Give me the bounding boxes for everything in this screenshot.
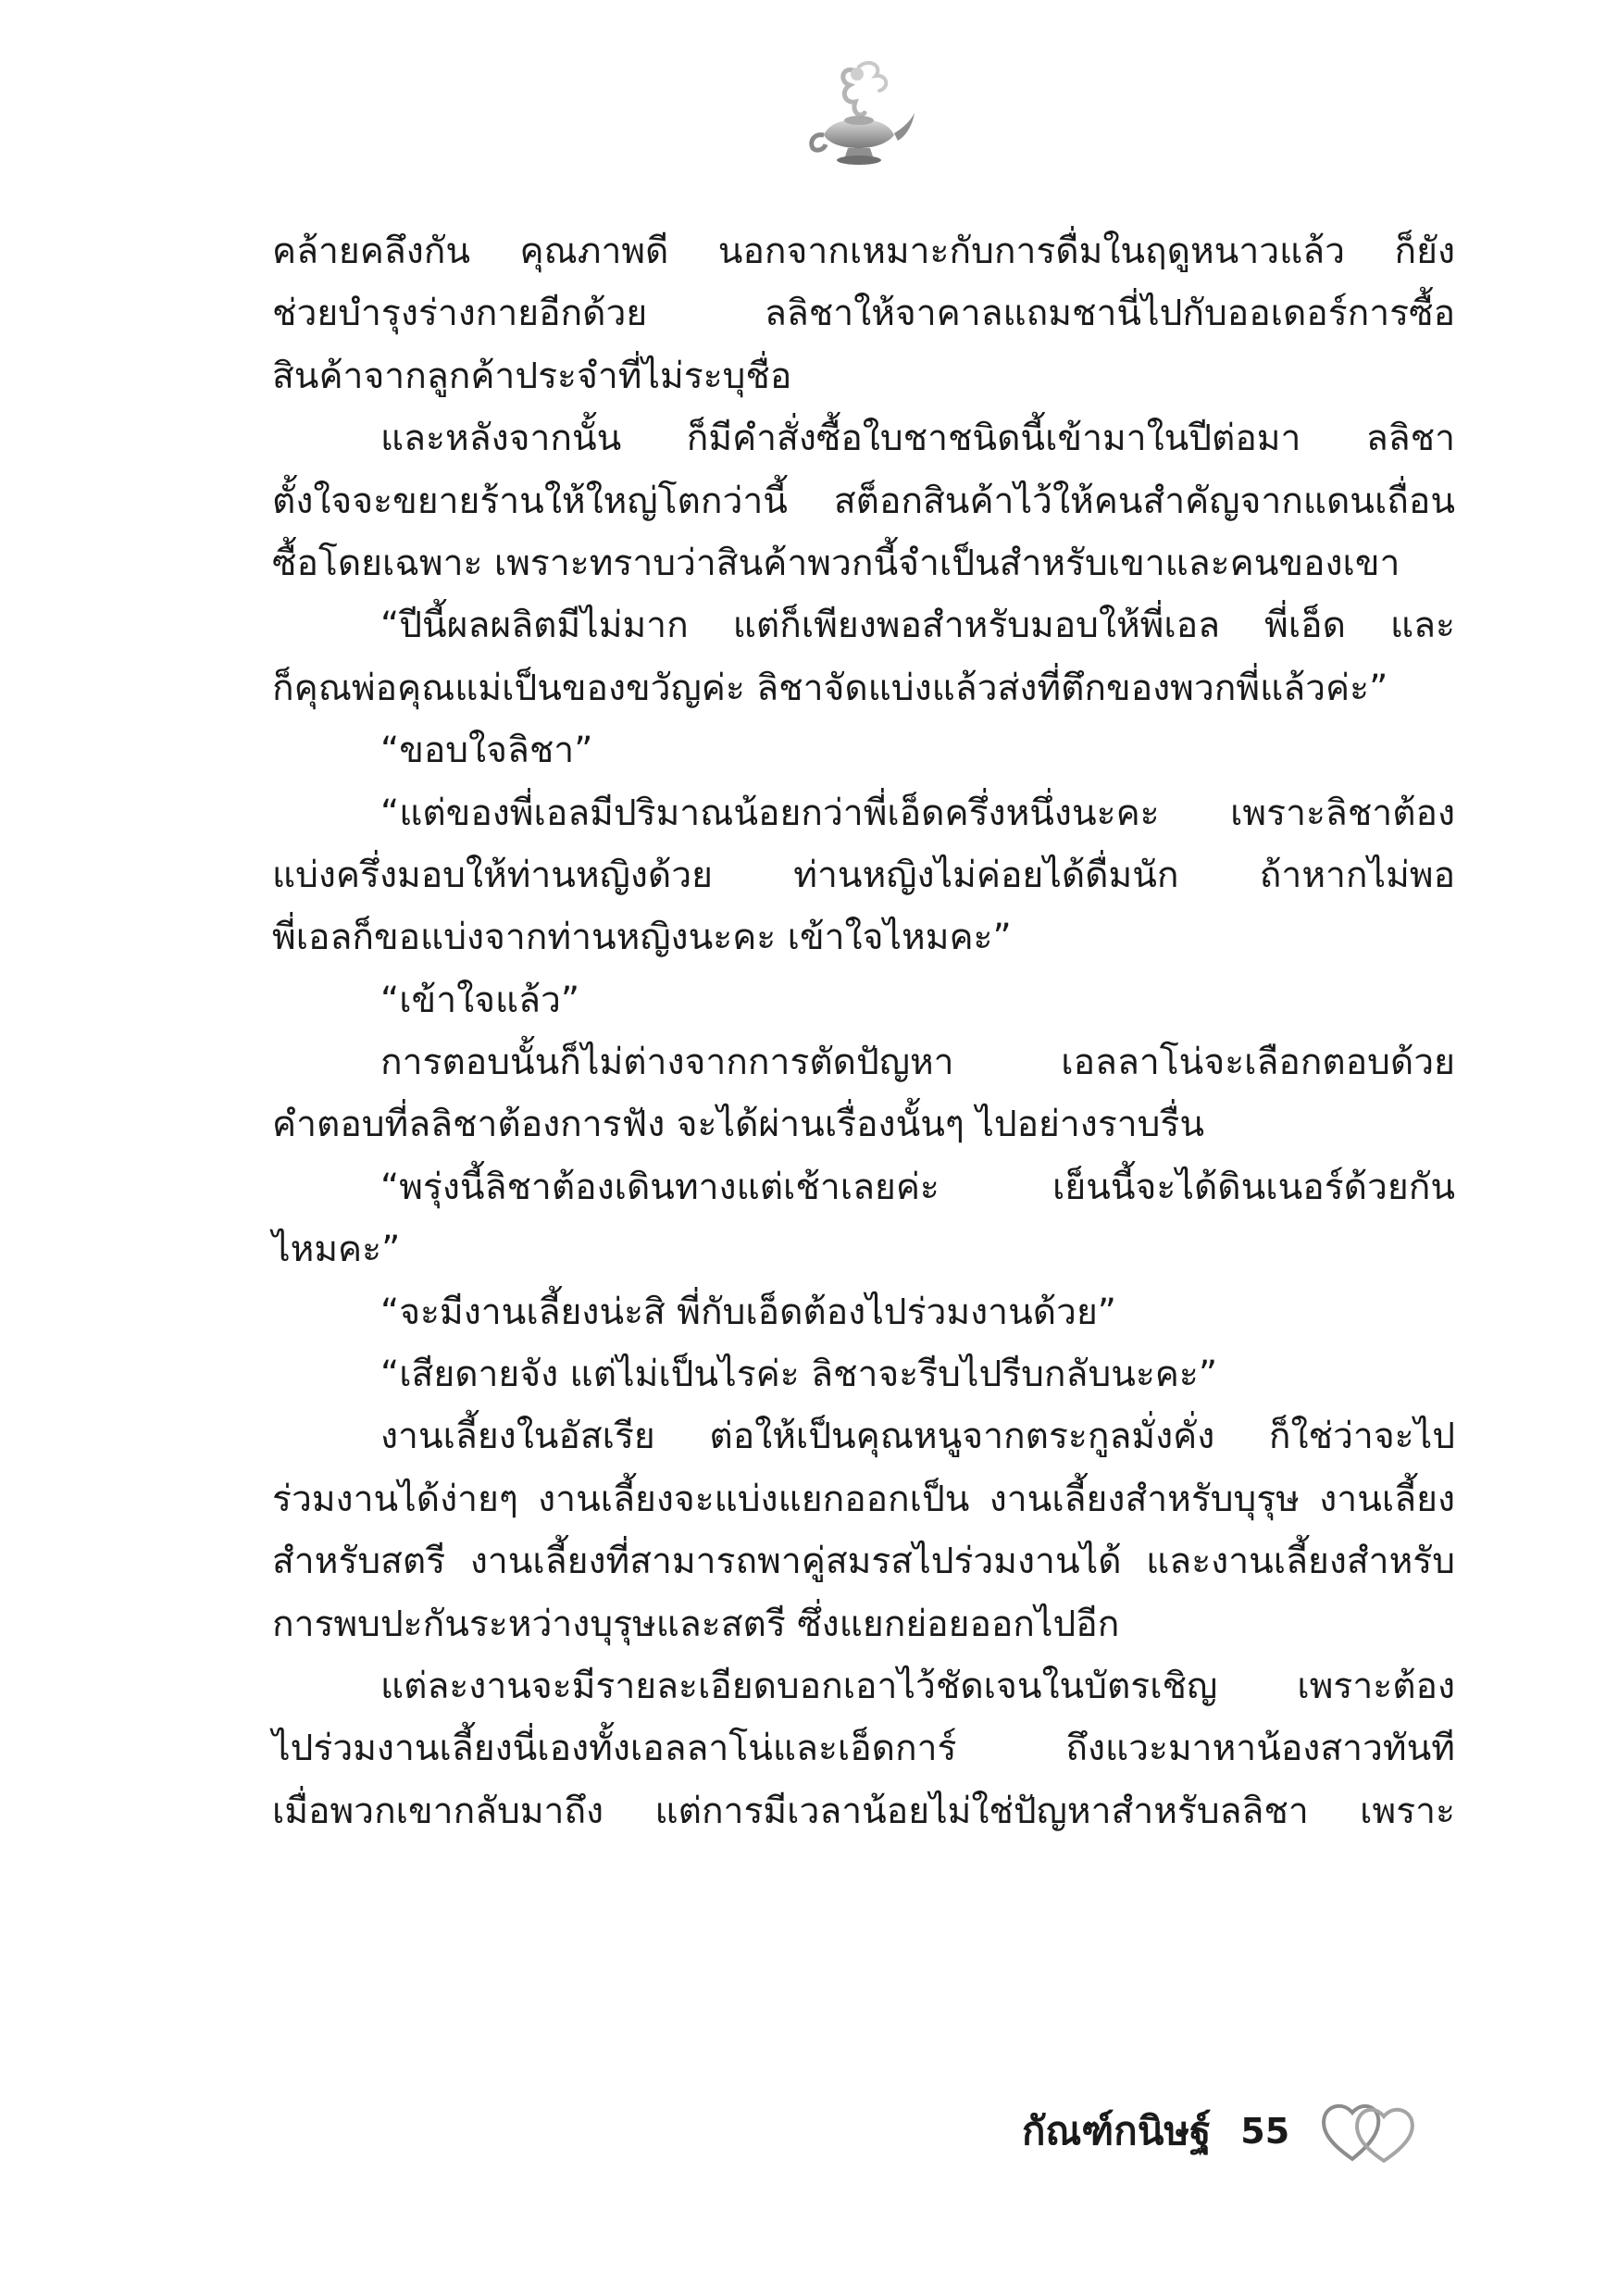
text-line: และหลังจากนั้น ก็มีคำสั่งซื้อใบชาชนิดนี้เข้ามาในปีต่อมา ลลิชา	[380, 418, 1455, 460]
text-line: การพบปะกันระหว่างบุรุษและสตรี ซึ่งแยกย่อยออกไปอีก	[272, 1603, 1120, 1645]
text-line: คำตอบที่ลลิชาต้องการฟัง จะได้ผ่านเรื่องนั้นๆ ไปอย่างราบรื่น	[272, 1104, 1205, 1146]
double-heart-icon	[1317, 2094, 1419, 2168]
text-line: การตอบนั้นก็ไม่ต่างจากการตัดปัญหา เอลลาโน่จะเลือกตอบด้วย	[380, 1042, 1455, 1084]
text-line: “เสียดายจัง แต่ไม่เป็นไรค่ะ ลิชาจะรีบไปรีบกลับนะคะ”	[380, 1354, 1218, 1396]
text-line: ช่วยบำรุงร่างกายอีกด้วย ลลิชาให้จาคาลแถมชานี่ไปกับออเดอร์การซื้อ	[272, 293, 1455, 335]
page-number: 55	[1240, 2111, 1290, 2152]
genie-lamp-icon	[798, 54, 918, 174]
text-line: แต่ละงานจะมีรายละเอียดบอกเอาไว้ชัดเจนในบัตรเชิญ เพราะต้อง	[380, 1665, 1455, 1707]
text-line: สำหรับสตรี งานเลี้ยงที่สามารถพาคู่สมรสไปร่วมงานได้ และงานเลี้ยงสำหรับ	[272, 1541, 1455, 1583]
text-line: คล้ายคลึงกัน คุณภาพดี นอกจากเหมาะกับการดื่มในฤดูหนาวแล้ว ก็ยัง	[272, 231, 1455, 272]
text-line: ไปร่วมงานเลี้ยงนี่เองทั้งเอลลาโน่และเอ็ดการ์ ถึงแวะมาหาน้องสาวทันที	[272, 1728, 1455, 1770]
text-line: “เข้าใจแล้ว”	[380, 979, 580, 1021]
text-line: “ขอบใจลิชา”	[380, 730, 593, 772]
text-line: ซื้อโดยเฉพาะ เพราะทราบว่าสินค้าพวกนี้จำเป็นสำหรับเขาและคนของเขา	[272, 542, 1400, 584]
book-title: กัณฑ์กนิษฐ์	[1022, 2108, 1212, 2153]
page-footer	[1022, 2094, 1419, 2168]
text-line: งานเลี้ยงในอัสเรีย ต่อให้เป็นคุณหนูจากตระกูลมั่งคั่ง ก็ใช่ว่าจะไป	[380, 1416, 1455, 1458]
text-line: ก็คุณพ่อคุณแม่เป็นของขวัญค่ะ ลิชาจัดแบ่งแล้วส่งที่ตึกของพวกพี่แล้วค่ะ”	[272, 667, 1388, 709]
text-line: แบ่งครึ่งมอบให้ท่านหญิงด้วย ท่านหญิงไม่ค่อยได้ดื่มนัก ถ้าหากไม่พอ	[272, 854, 1455, 896]
text-line: “จะมีงานเลี้ยงน่ะสิ พี่กับเอ็ดต้องไปร่วมงานด้วย”	[380, 1291, 1117, 1333]
text-line: “แต่ของพี่เอลมีปริมาณน้อยกว่าพี่เอ็ดครึ่งหนึ่งนะคะ เพราะลิชาต้อง	[380, 792, 1455, 834]
text-line: “พรุ่งนี้ลิชาต้องเดินทางแต่เช้าเลยค่ะ เย็นนี้จะได้ดินเนอร์ด้วยกัน	[380, 1166, 1455, 1208]
text-line: สินค้าจากลูกค้าประจำที่ไม่ระบุชื่อ	[272, 355, 792, 397]
text-line: เมื่อพวกเขากลับมาถึง แต่การมีเวลาน้อยไม่ใช่ปัญหาสำหรับลลิชา เพราะ	[272, 1790, 1455, 1832]
text-line: ไหมคะ”	[272, 1229, 401, 1271]
text-line: ร่วมงานได้ง่ายๆ งานเลี้ยงจะแบ่งแยกออกเป็น งานเลี้ยงสำหรับบุรุษ งานเลี้ยง	[272, 1478, 1455, 1520]
story-text	[272, 220, 1455, 1842]
text-line: ตั้งใจจะขยายร้านให้ใหญ่โตกว่านี้ สต็อกสินค้าไว้ให้คนสำคัญจากแดนเถื่อน	[272, 480, 1455, 522]
text-line: “ปีนี้ผลผลิตมีไม่มาก แต่ก็เพียงพอสำหรับมอบให้พี่เอล พี่เอ็ด และ	[380, 605, 1455, 647]
text-line: พี่เอลก็ขอแบ่งจากท่านหญิงนะคะ เข้าใจไหมคะ”	[272, 917, 1012, 959]
